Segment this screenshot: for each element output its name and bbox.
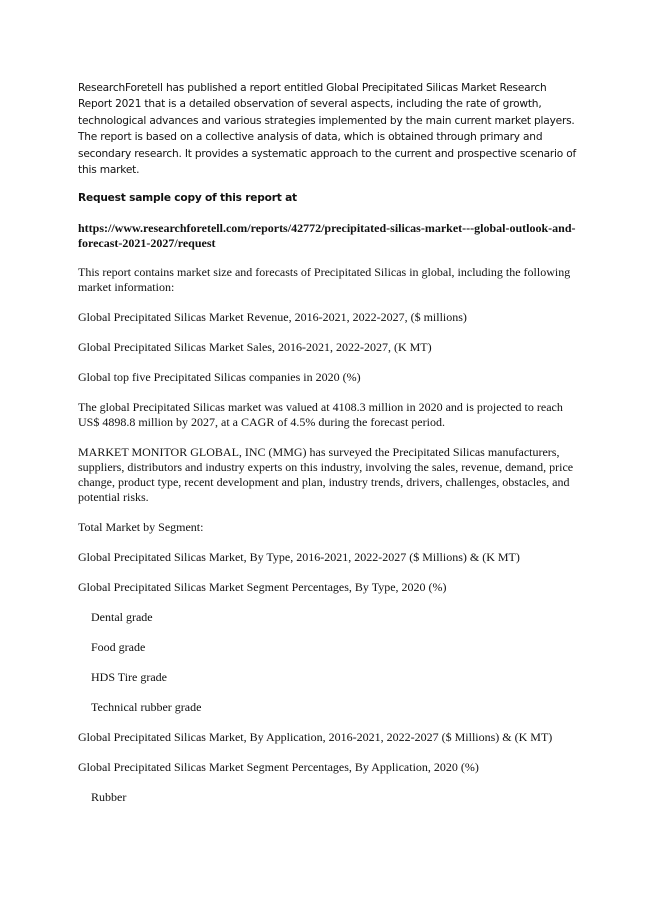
intro-paragraph: ResearchForetell has published a report entitled Global Precipitated Silicas Market Research Report 2021 that is a detailed observation of several aspects, including the rate of growth, technological advances and various strategies implemented by the main current market players. The report is based on a collective analysis of data, which is obtained through primary and secondary research. It provides a systematic approach to the current and prospective scenario of this market.	[78, 82, 577, 177]
application-percentages-line: Global Precipitated Silicas Market Segment Percentages, By Application, 2020 (%)	[78, 759, 479, 774]
market-value-paragraph: The global Precipitated Silicas market was valued at 4108.3 million in 2020 and is projected to reach US$ 4898.8 million by 2027, at a CAGR of 4.5% during the forecast period.	[78, 399, 563, 429]
request-sample-label: Request sample copy of this report at	[78, 192, 297, 205]
type-item: Dental grade	[91, 609, 153, 624]
sales-line: Global Precipitated Silicas Market Sales, 2016-2021, 2022-2027, (K MT)	[78, 339, 432, 354]
type-item: HDS Tire grade	[91, 669, 168, 684]
revenue-line: Global Precipitated Silicas Market Revenue, 2016-2021, 2022-2027, ($ millions)	[78, 309, 467, 324]
type-item: Technical rubber grade	[91, 699, 202, 714]
document-body	[78, 80, 578, 820]
top-companies-line: Global top five Precipitated Silicas companies in 2020 (%)	[78, 369, 361, 384]
by-application-line: Global Precipitated Silicas Market, By Application, 2016-2021, 2022-2027 ($ Millions) & (K MT)	[78, 729, 553, 744]
mmg-survey-paragraph: MARKET MONITOR GLOBAL, INC (MMG) has surveyed the Precipitated Silicas manufacturers, suppliers, distributors and industry experts on this industry, involving the sales, revenue, demand, price change, product type, recent development and plan, industry trends, drivers, challenges, obstacles, and potential risks.	[78, 444, 574, 504]
type-percentages-line: Global Precipitated Silicas Market Segment Percentages, By Type, 2020 (%)	[78, 579, 447, 594]
application-item: Rubber	[91, 789, 127, 804]
request-url-link[interactable]: https://www.researchforetell.com/reports/42772/precipitated-silicas-market---global-outlook-and-forecast-2021-2027/request	[78, 220, 576, 250]
segment-heading: Total Market by Segment:	[78, 519, 204, 534]
type-item: Food grade	[91, 639, 146, 654]
report-scope-paragraph: This report contains market size and forecasts of Precipitated Silicas in global, including the following market information:	[78, 264, 571, 294]
by-type-line: Global Precipitated Silicas Market, By Type, 2016-2021, 2022-2027 ($ Millions) & (K MT)	[78, 549, 520, 564]
